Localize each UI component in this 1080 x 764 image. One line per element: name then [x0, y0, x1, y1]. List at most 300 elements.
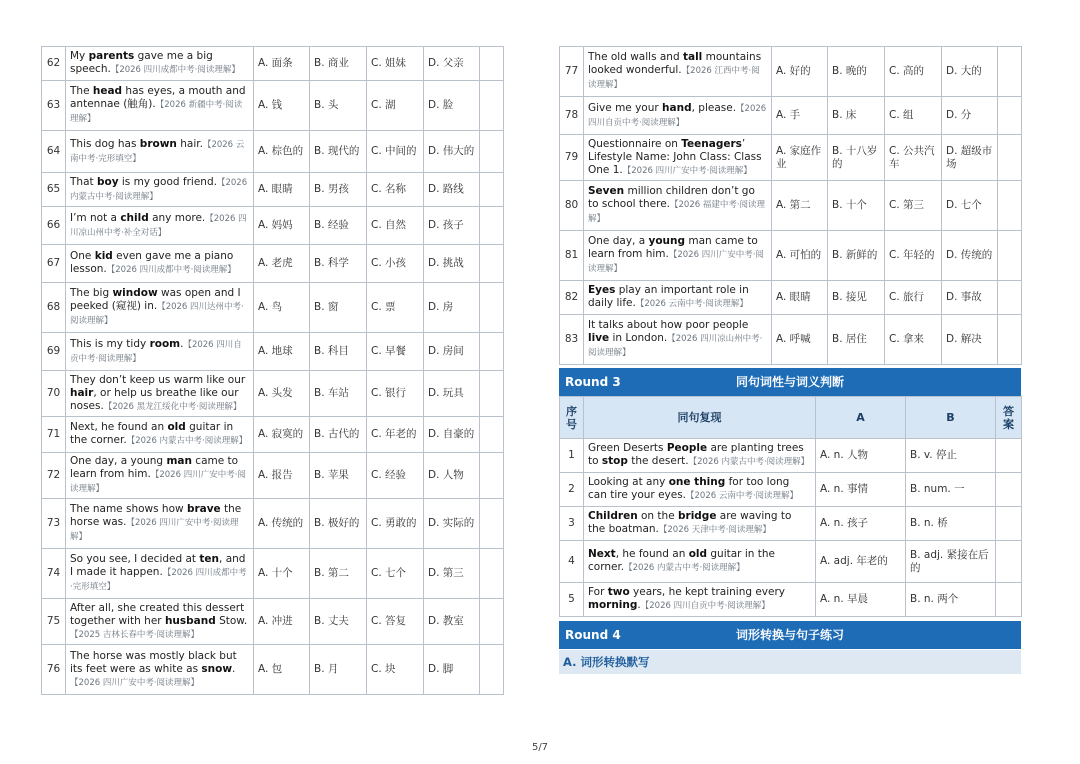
option-c: C. 旅行 [885, 281, 942, 315]
source-note: 【2026 内蒙古中考·阅读理解】 [688, 457, 810, 467]
option-a: A. 第二 [772, 181, 828, 231]
table-row [42, 81, 504, 131]
sentence-text: For [588, 586, 608, 598]
table-row [42, 417, 504, 453]
sentence-text: mountains looked wonderful. [588, 51, 762, 76]
option-a: A. 冲进 [254, 599, 310, 645]
option-c: C. 银行 [367, 371, 424, 417]
row-number: 77 [560, 47, 584, 97]
answer-cell[interactable] [480, 283, 504, 333]
option-b: B. 经验 [310, 207, 367, 245]
option-c: C. 第三 [885, 181, 942, 231]
option-c: C. 自然 [367, 207, 424, 245]
sentence-text: Green Deserts [588, 442, 667, 454]
option-c: C. 早餐 [367, 333, 424, 371]
option-c: C. 答复 [367, 599, 424, 645]
sentence-text: The name shows how [70, 503, 187, 515]
option-a: A. 妈妈 [254, 207, 310, 245]
option-c: C. 中间的 [367, 131, 424, 173]
target-word: kid [94, 250, 113, 262]
round-4-label: Round 4 [565, 628, 621, 642]
table-row [42, 549, 504, 599]
target-word: man [166, 455, 192, 467]
sentence-text: the desert. [627, 455, 689, 467]
sentence-cell [584, 583, 816, 617]
target-word: ten [199, 553, 220, 565]
target-word: head [92, 85, 123, 97]
sentence-text: man came to learn from him. [588, 235, 758, 260]
answer-cell[interactable] [998, 231, 1022, 281]
source-note: 【2026 云南中考·阅读理解】 [635, 299, 748, 309]
sentence-text: , or help us breathe like our noses. [70, 386, 239, 412]
option-c: C. 湖 [367, 81, 424, 131]
answer-cell[interactable] [996, 583, 1022, 617]
header-num: 序号 [560, 397, 584, 439]
sentence-cell [66, 549, 254, 599]
row-number: 66 [42, 207, 66, 245]
sentence-text: The big [70, 287, 113, 299]
sentence-text: After all, she created this dessert together with her [70, 601, 245, 627]
table-row [560, 181, 1022, 231]
sentence-text: any more. [148, 211, 206, 224]
target-word: brave [186, 503, 221, 515]
page-number: 5/7 [531, 742, 549, 753]
sentence-cell [66, 245, 254, 283]
target-word: Teenagers [681, 137, 742, 150]
option-d: D. 玩具 [424, 371, 480, 417]
answer-cell[interactable] [480, 47, 504, 81]
option-a: A. 钱 [254, 81, 310, 131]
sentence-cell [66, 453, 254, 499]
sentence-cell [66, 499, 254, 549]
option-b: B. 商业 [310, 47, 367, 81]
target-word: boy [96, 175, 119, 188]
option-c: C. 拿来 [885, 315, 942, 365]
sentence-text: are waving to the boatman. [588, 510, 792, 535]
sentence-text: I’m not a [70, 211, 121, 224]
sentence-text: , and I made it happen. [70, 553, 246, 578]
table-row [560, 231, 1022, 281]
target-word: room [149, 337, 181, 350]
option-c: C. 块 [367, 645, 424, 695]
option-b: B. 新鲜的 [828, 231, 885, 281]
header-b: B [906, 397, 996, 439]
option-d: D. 路线 [424, 173, 480, 207]
sentence-cell [66, 81, 254, 131]
table-row [42, 599, 504, 645]
option-d: D. 实际的 [424, 499, 480, 549]
table-row [560, 507, 1022, 541]
row-number: 72 [42, 453, 66, 499]
row-number: 4 [560, 541, 584, 583]
option-a: A. 可怕的 [772, 231, 828, 281]
option-a: A. 包 [254, 645, 310, 695]
option-c: C. 高的 [885, 47, 942, 97]
option-a: A. adj. 年老的 [816, 541, 906, 583]
round-3-header [559, 368, 1021, 396]
sentence-text: One day, a [588, 235, 649, 247]
sentence-text: play an important role in daily life. [588, 284, 749, 309]
answer-cell[interactable] [480, 371, 504, 417]
option-d: D. 挑战 [424, 245, 480, 283]
option-b: B. 科学 [310, 245, 367, 283]
sentence-text: hair. [176, 137, 203, 150]
source-note: 【2026 黑龙江绥化中考·阅读理解】 [103, 401, 242, 412]
option-c: C. 姐妹 [367, 47, 424, 81]
sentence-text: million children don’t go to school there. [588, 185, 755, 210]
table-row [560, 97, 1022, 135]
option-c: C. 票 [367, 283, 424, 333]
option-d: D. 父亲 [424, 47, 480, 81]
option-c: C. 名称 [367, 173, 424, 207]
target-word: old [688, 548, 708, 560]
source-note: 【2026 内蒙古中考·阅读理解】 [70, 177, 248, 202]
answer-cell[interactable] [480, 245, 504, 283]
source-note: 【2026 云南中考·阅读理解】 [686, 491, 799, 501]
sentence-text: , he found an [615, 548, 689, 560]
option-a: A. 地球 [254, 333, 310, 371]
option-b: B. 十八岁的 [828, 135, 885, 181]
answer-cell[interactable] [996, 439, 1022, 473]
answer-cell[interactable] [480, 131, 504, 173]
option-a: A. 鸟 [254, 283, 310, 333]
answer-cell[interactable] [480, 645, 504, 695]
sentence-text: is my good friend. [118, 175, 217, 188]
sentence-cell [66, 283, 254, 333]
sentence-cell [66, 333, 254, 371]
row-number: 67 [42, 245, 66, 283]
header-answer: 答案 [996, 397, 1022, 439]
same-sentence-table [559, 396, 1022, 617]
table-row [42, 245, 504, 283]
option-b: B. 头 [310, 81, 367, 131]
target-word: window [112, 287, 158, 299]
sentence-cell [584, 47, 772, 97]
sentence-text: Questionnaire on [588, 137, 682, 150]
source-note: 【2025 吉林长春中考·阅读理解】 [70, 629, 200, 640]
target-word: tall [682, 51, 703, 63]
source-note: 【2026 内蒙古中考·阅读理解】 [624, 563, 745, 573]
option-b: B. 第二 [310, 549, 367, 599]
answer-cell[interactable] [996, 473, 1022, 507]
sentence-text: gave me a big speech. [70, 50, 213, 75]
sentence-cell [584, 507, 816, 541]
row-number: 82 [560, 281, 584, 315]
vocab-table-right [559, 46, 1022, 365]
option-d: D. 第三 [424, 549, 480, 599]
sentence-text: , please. [691, 101, 737, 114]
answer-cell[interactable] [480, 499, 504, 549]
option-c: C. 公共汽车 [885, 135, 942, 181]
source-note: 【2026 四川凉山州中考·阅读理解】 [588, 334, 763, 358]
row-number: 1 [560, 439, 584, 473]
sentence-text: Give me your [588, 101, 663, 114]
row-number: 69 [42, 333, 66, 371]
table-row [42, 283, 504, 333]
table-row [560, 47, 1022, 97]
table-row [42, 333, 504, 371]
answer-cell[interactable] [480, 417, 504, 453]
row-number: 83 [560, 315, 584, 365]
option-d: D. 七个 [942, 181, 998, 231]
sentence-text: Looking at any [588, 476, 669, 488]
option-a: A. 面条 [254, 47, 310, 81]
round-3-label: Round 3 [565, 375, 621, 389]
option-b: B. adj. 紧接在后的 [906, 541, 996, 583]
source-note: 【2026 天津中考·阅读理解】 [658, 525, 771, 535]
sentence-text: for too long can tire your eyes. [588, 476, 790, 501]
option-c: C. 年老的 [367, 417, 424, 453]
sentence-text: It talks about how poor people [588, 319, 749, 331]
round-4-title: 词形转换与句子练习 [735, 628, 844, 642]
row-number: 3 [560, 507, 584, 541]
option-b: B. 男孩 [310, 173, 367, 207]
answer-cell[interactable] [480, 333, 504, 371]
row-number: 75 [42, 599, 66, 645]
option-a: A. 好的 [772, 47, 828, 97]
target-word: Children [588, 510, 638, 522]
table-row [42, 173, 504, 207]
target-word: morning [588, 599, 638, 611]
option-b: B. 车站 [310, 371, 367, 417]
source-note: 【2026 四川成都中考·阅读理解】 [110, 65, 240, 75]
sentence-cell [584, 473, 816, 507]
sentence-text: are planting trees to [588, 442, 804, 467]
option-d: D. 脚 [424, 645, 480, 695]
round-4-header [559, 621, 1021, 649]
sentence-cell [584, 181, 772, 231]
answer-cell[interactable] [998, 135, 1022, 181]
sentence-cell [584, 439, 816, 473]
sentence-cell [584, 541, 816, 583]
row-number: 78 [560, 97, 584, 135]
sentence-text: in London. [609, 332, 668, 344]
target-word: husband [164, 614, 216, 627]
option-b: B. 苹果 [310, 453, 367, 499]
option-b: B. 床 [828, 97, 885, 135]
option-a: A. 寂寞的 [254, 417, 310, 453]
option-b: B. n. 桥 [906, 507, 996, 541]
table-row [42, 499, 504, 549]
vocab-table-left [41, 46, 504, 695]
option-a: A. 十个 [254, 549, 310, 599]
sentence-cell [584, 281, 772, 315]
sentence-text: years, he kept training every [629, 586, 786, 598]
sentence-text: The [70, 85, 93, 97]
target-word: Seven [588, 185, 625, 197]
sentence-text: This is my tidy [70, 337, 150, 350]
option-d: D. 教室 [424, 599, 480, 645]
table-row [42, 371, 504, 417]
target-word: brown [139, 137, 177, 150]
option-a: A. 眼睛 [254, 173, 310, 207]
source-note: 【2026 云南中考·完形填空】 [70, 139, 245, 164]
sentence-text: That [70, 175, 97, 188]
option-a: A. 报告 [254, 453, 310, 499]
option-a: A. n. 早晨 [816, 583, 906, 617]
target-word: child [120, 211, 149, 224]
option-d: D. 脸 [424, 81, 480, 131]
subsection-title: A. 词形转换默写 [559, 650, 1021, 674]
source-note: 【2026 四川广安中考·阅读理解】 [70, 470, 246, 494]
option-b: B. 极好的 [310, 499, 367, 549]
sentence-text: came to learn from him. [70, 455, 239, 480]
sentence-text: was open and I peeked (窥视) in. [70, 287, 241, 312]
answer-cell[interactable] [480, 549, 504, 599]
option-b: B. n. 两个 [906, 583, 996, 617]
option-b: B. 丈夫 [310, 599, 367, 645]
target-word: old [167, 421, 186, 433]
sentence-text: So you see, I decided at [70, 553, 200, 565]
table-row [560, 439, 1022, 473]
sentence-text: They don’t keep us warm like our [70, 373, 246, 386]
target-word: one thing [668, 476, 726, 488]
option-d: D. 事故 [942, 281, 998, 315]
option-c: C. 勇敢的 [367, 499, 424, 549]
source-note: 【2026 四川成都中考·完形填空】 [70, 568, 247, 592]
answer-cell[interactable] [996, 541, 1022, 583]
target-word: two [607, 586, 630, 598]
answer-cell[interactable] [480, 81, 504, 131]
sentence-text: . [637, 599, 641, 611]
source-note: 【2026 四川自贡中考·阅读理解】 [640, 601, 770, 611]
table-row [560, 473, 1022, 507]
answer-cell[interactable] [480, 173, 504, 207]
option-c: C. 组 [885, 97, 942, 135]
source-note: 【2026 四川广安中考·阅读理解】 [622, 165, 752, 176]
sentence-text: has eyes, a mouth and antennae (触角). [70, 85, 246, 110]
sentence-text: . [232, 662, 236, 675]
row-number: 2 [560, 473, 584, 507]
source-note: 【2026 四川凉山州中考·补全对话】 [70, 213, 247, 238]
answer-cell[interactable] [998, 97, 1022, 135]
row-number: 80 [560, 181, 584, 231]
sentence-text: One [70, 250, 95, 262]
target-word: snow [201, 662, 233, 675]
sentence-text: My [70, 50, 89, 62]
answer-cell[interactable] [996, 507, 1022, 541]
sentence-cell [66, 207, 254, 245]
sentence-cell [66, 131, 254, 173]
option-a: A. n. 事情 [816, 473, 906, 507]
table-row [560, 583, 1022, 617]
table-row [42, 131, 504, 173]
option-c: C. 年轻的 [885, 231, 942, 281]
option-d: D. 超级市场 [942, 135, 998, 181]
row-number: 70 [42, 371, 66, 417]
option-d: D. 房间 [424, 333, 480, 371]
source-note: 【2026 四川广安中考·阅读理解】 [588, 250, 764, 274]
option-a: A. n. 人物 [816, 439, 906, 473]
target-word: People [666, 442, 708, 454]
option-a: A. 棕色的 [254, 131, 310, 173]
target-word: hair [70, 386, 94, 399]
row-number: 74 [42, 549, 66, 599]
table-row [42, 645, 504, 695]
option-b: B. 月 [310, 645, 367, 695]
sentence-text: The horse was mostly black but its feet were as white as [70, 649, 237, 675]
option-b: B. 现代的 [310, 131, 367, 173]
row-number: 65 [42, 173, 66, 207]
source-note: 【2026 四川广安中考·阅读理解】 [70, 518, 239, 542]
option-d: D. 人物 [424, 453, 480, 499]
sentence-text: Stow. [215, 614, 248, 627]
option-b: B. 居住 [828, 315, 885, 365]
table-row [560, 541, 1022, 583]
table-row [42, 47, 504, 81]
row-number: 79 [560, 135, 584, 181]
option-c: C. 小孩 [367, 245, 424, 283]
option-d: D. 自豪的 [424, 417, 480, 453]
option-d: D. 大的 [942, 47, 998, 97]
target-word: parents [88, 50, 135, 62]
table-row [560, 135, 1022, 181]
row-number: 62 [42, 47, 66, 81]
option-d: D. 解决 [942, 315, 998, 365]
table-row [560, 281, 1022, 315]
answer-cell[interactable] [998, 181, 1022, 231]
sentence-text: . [180, 337, 184, 350]
target-word: young [648, 235, 686, 247]
source-note: 【2026 四川自贡中考·阅读理解】 [70, 339, 242, 364]
row-number: 68 [42, 283, 66, 333]
table-row [42, 453, 504, 499]
option-b: B. 科目 [310, 333, 367, 371]
option-a: A. 头发 [254, 371, 310, 417]
row-number: 73 [42, 499, 66, 549]
target-word: live [588, 332, 610, 344]
answer-cell[interactable] [480, 207, 504, 245]
sentence-text: ’ Lifestyle Name: John Class: Class One 1. [588, 137, 762, 176]
option-c: C. 七个 [367, 549, 424, 599]
option-a: A. 传统的 [254, 499, 310, 549]
target-word: bridge [678, 510, 717, 522]
source-note: 【2026 福建中考·阅读理解】 [588, 200, 766, 224]
answer-cell[interactable] [998, 47, 1022, 97]
row-number: 5 [560, 583, 584, 617]
option-b: B. 晚的 [828, 47, 885, 97]
row-number: 71 [42, 417, 66, 453]
sentence-text: even gave me a piano lesson. [70, 250, 234, 275]
source-note: 【2026 四川广安中考·阅读理解】 [70, 677, 200, 688]
answer-cell[interactable] [998, 281, 1022, 315]
sentence-text: guitar in the corner. [588, 548, 775, 573]
target-word: Next [588, 548, 616, 560]
option-c: C. 经验 [367, 453, 424, 499]
answer-cell[interactable] [998, 315, 1022, 365]
option-d: D. 分 [942, 97, 998, 135]
sentence-text: on the [637, 510, 678, 522]
source-note: 【2026 四川自贡中考·阅读理解】 [588, 103, 767, 128]
sentence-text: The old walls and [588, 51, 683, 63]
source-note: 【2026 四川达州中考·阅读理解】 [70, 302, 244, 326]
sentence-text: the horse was. [70, 503, 242, 528]
target-word: stop [601, 455, 628, 467]
sentence-cell [66, 417, 254, 453]
option-d: D. 伟大的 [424, 131, 480, 173]
target-word: hand [662, 101, 692, 114]
row-number: 76 [42, 645, 66, 695]
answer-cell[interactable] [480, 453, 504, 499]
answer-cell[interactable] [480, 599, 504, 645]
option-a: A. 家庭作业 [772, 135, 828, 181]
row-number: 64 [42, 131, 66, 173]
option-a: A. 手 [772, 97, 828, 135]
option-d: D. 传统的 [942, 231, 998, 281]
sentence-cell [584, 97, 772, 135]
option-d: D. 房 [424, 283, 480, 333]
sentence-cell [66, 371, 254, 417]
